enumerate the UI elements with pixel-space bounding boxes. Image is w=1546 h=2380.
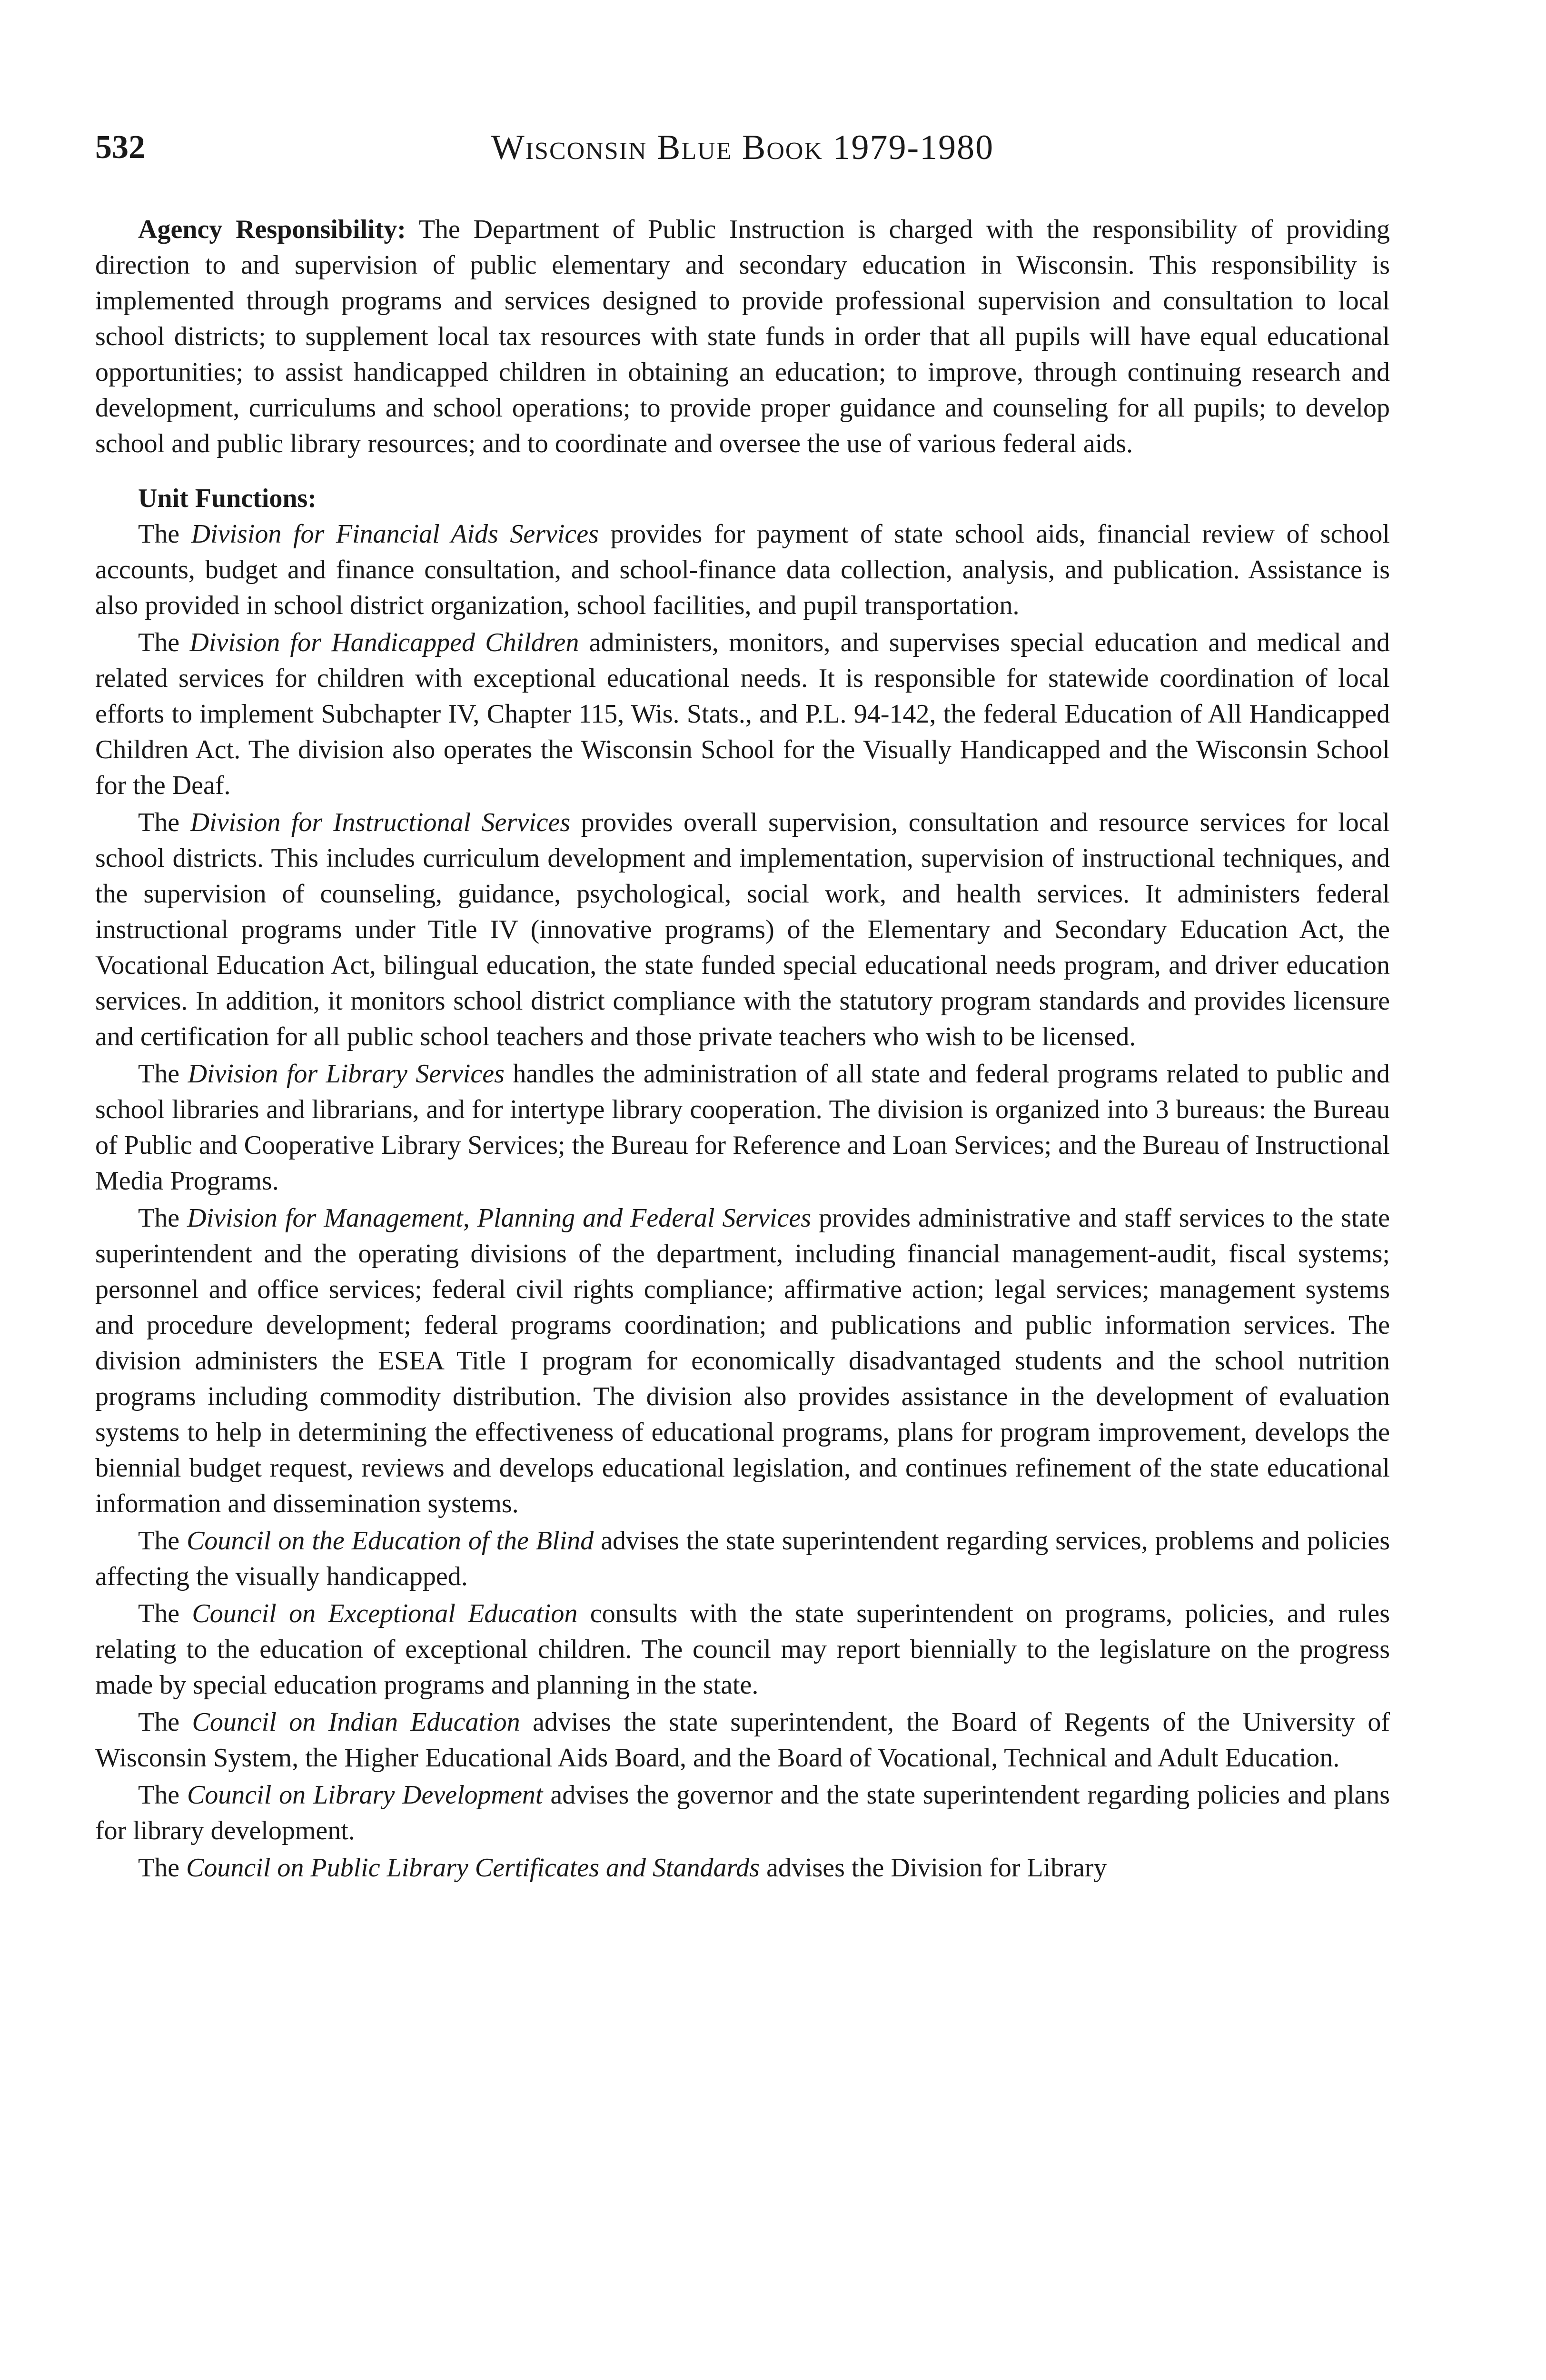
agency-responsibility-text: The Department of Public Instruction is charged with the responsibility of providing direction to and supervision of public elementary and secondary education in Wisconsin. This responsibility is implemented through programs and services designed to provide professional supervision and consultation to local school districts; to supplement local tax resources with state funds in order that all pupils will have equal educational opportunities; to assist handicapped children in obtaining an education; to improve, through continuing research and development, curriculums and school operations; to provide proper guidance and counseling for all pupils; to develop school and public library resources; and to coordinate and oversee the use of various federal aids.: [95, 215, 1390, 458]
agency-responsibility-paragraph: [95, 212, 1390, 462]
paragraph-lead-in: The: [138, 1853, 187, 1883]
paragraph-lead-in: The: [138, 808, 190, 837]
paragraph-lead-in: The: [138, 519, 191, 549]
unit-name: Council on Public Library Certificates and Standards: [186, 1853, 760, 1883]
page-number: 532: [95, 129, 145, 166]
unit-name: Council on the Education of the Blind: [187, 1526, 594, 1556]
paragraph-lead-in: The: [138, 628, 190, 657]
paragraph-text: handles the administration of all state and federal programs related to public and school libraries and librarians, and for intertype library cooperation. The division is organized into 3 bureaus: the Bureau of Public and Cooperative Library Services; the Bureau for Reference and Loan Services; and the Bureau of Instructional Media Programs.: [95, 1059, 1390, 1196]
unit-name: Division for Financial Aids Services: [191, 519, 599, 549]
unit-name: Division for Management, Planning and Federal Services: [187, 1203, 812, 1233]
paragraph-text: provides for payment of state school aids, financial review of school accounts, budget and finance consultation, and school-finance data collection, analysis, and publication. Assistance is also provided in school district organization, school facilities, and pupil transportation.: [95, 519, 1390, 620]
running-head: [95, 121, 1390, 174]
unit-name: Division for Handicapped Children: [189, 628, 579, 657]
unit-name: Division for Instructional Services: [190, 808, 571, 837]
paragraph-lead-in: The: [138, 1059, 188, 1089]
paragraph-lead-in: The: [138, 1526, 187, 1556]
paragraph-lead-in: The: [138, 1599, 192, 1628]
paragraph-handicapped-children: [95, 625, 1390, 803]
unit-name: Council on Exceptional Education: [192, 1599, 578, 1628]
paragraph-text: advises the state superintendent, the Board of Regents of the University of Wisconsin System, the Higher Educational Aids Board, and the Board of Vocational, Technical and Adult Education.: [95, 1707, 1390, 1773]
paragraph-text: provides overall supervision, consultation and resource services for local school districts. This includes curriculum development and implementation, supervision of instructional techniques, and the supervision of counseling, guidance, psychological, social work, and health services. It administers federal instructional programs under Title IV (innovative programs) of the Elementary and Secondary Education Act, the Vocational Education Act, bilingual education, the state funded special educational needs program, and driver education services. In addition, it monitors school district compliance with the statutory program standards and provides licensure and certification for all public school teachers and those private teachers who wish to be licensed.: [95, 808, 1390, 1051]
document-page: [95, 121, 1390, 1886]
unit-functions-heading: Unit Functions:: [138, 484, 317, 513]
body-text: [95, 212, 1390, 1886]
paragraph-text: provides administrative and staff services to the state superintendent and the operating divisions of the department, including financial management-audit, fiscal systems; personnel and office services; federal civil rights compliance; affirmative action; legal services; management systems and procedure development; federal programs coordination; and publications and public information services. The division administers the ESEA Title I program for economically disadvantaged students and the school nutrition programs including commodity distribution. The division also provides assistance in the development of evaluation systems to help in determining the effectiveness of educational programs, plans for program improvement, develops the biennial budget request, reviews and develops educational legislation, and continues refinement of the state educational information and dissemination systems.: [95, 1203, 1390, 1518]
paragraph-council-library-development: [95, 1777, 1390, 1849]
paragraph-text: administers, monitors, and supervises special education and medical and related services for children with exceptional educational needs. It is responsible for statewide coordination of local efforts to implement Subchapter IV, Chapter 115, Wis. Stats., and P.L. 94-142, the federal Education of All Handicapped Children Act. The division also operates the Wisconsin School for the Visually Handicapped and the Wisconsin School for the Deaf.: [95, 628, 1390, 800]
paragraph-text: advises the Division for Library: [760, 1853, 1107, 1883]
unit-name: Council on Library Development: [187, 1780, 543, 1810]
book-title: Wisconsin Blue Book 1979-1980: [491, 128, 994, 167]
paragraph-text: advises the governor and the state superintendent regarding policies and plans for library development.: [95, 1780, 1390, 1845]
paragraph-library-services: [95, 1056, 1390, 1199]
unit-name: Division for Library Services: [188, 1059, 505, 1089]
paragraph-instructional-services: [95, 805, 1390, 1055]
paragraph-lead-in: The: [138, 1203, 188, 1233]
paragraph-lead-in: The: [138, 1780, 187, 1810]
paragraph-council-public-library: [95, 1850, 1390, 1886]
paragraph-council-blind: [95, 1523, 1390, 1595]
paragraph-council-indian: [95, 1705, 1390, 1776]
paragraph-text: consults with the state superintendent on programs, policies, and rules relating to the education of exceptional children. The council may report biennially to the legislature on the progress made by special education programs and planning in the state.: [95, 1599, 1390, 1700]
paragraph-lead-in: The: [138, 1707, 192, 1737]
paragraph-management-planning: [95, 1200, 1390, 1522]
paragraph-financial-aids: [95, 516, 1390, 624]
paragraph-council-exceptional: [95, 1596, 1390, 1703]
agency-responsibility-label: Agency Responsibility:: [138, 215, 406, 244]
paragraph-text: advises the state superintendent regarding services, problems and policies affecting the visually handicapped.: [95, 1526, 1390, 1591]
unit-name: Council on Indian Education: [192, 1707, 520, 1737]
